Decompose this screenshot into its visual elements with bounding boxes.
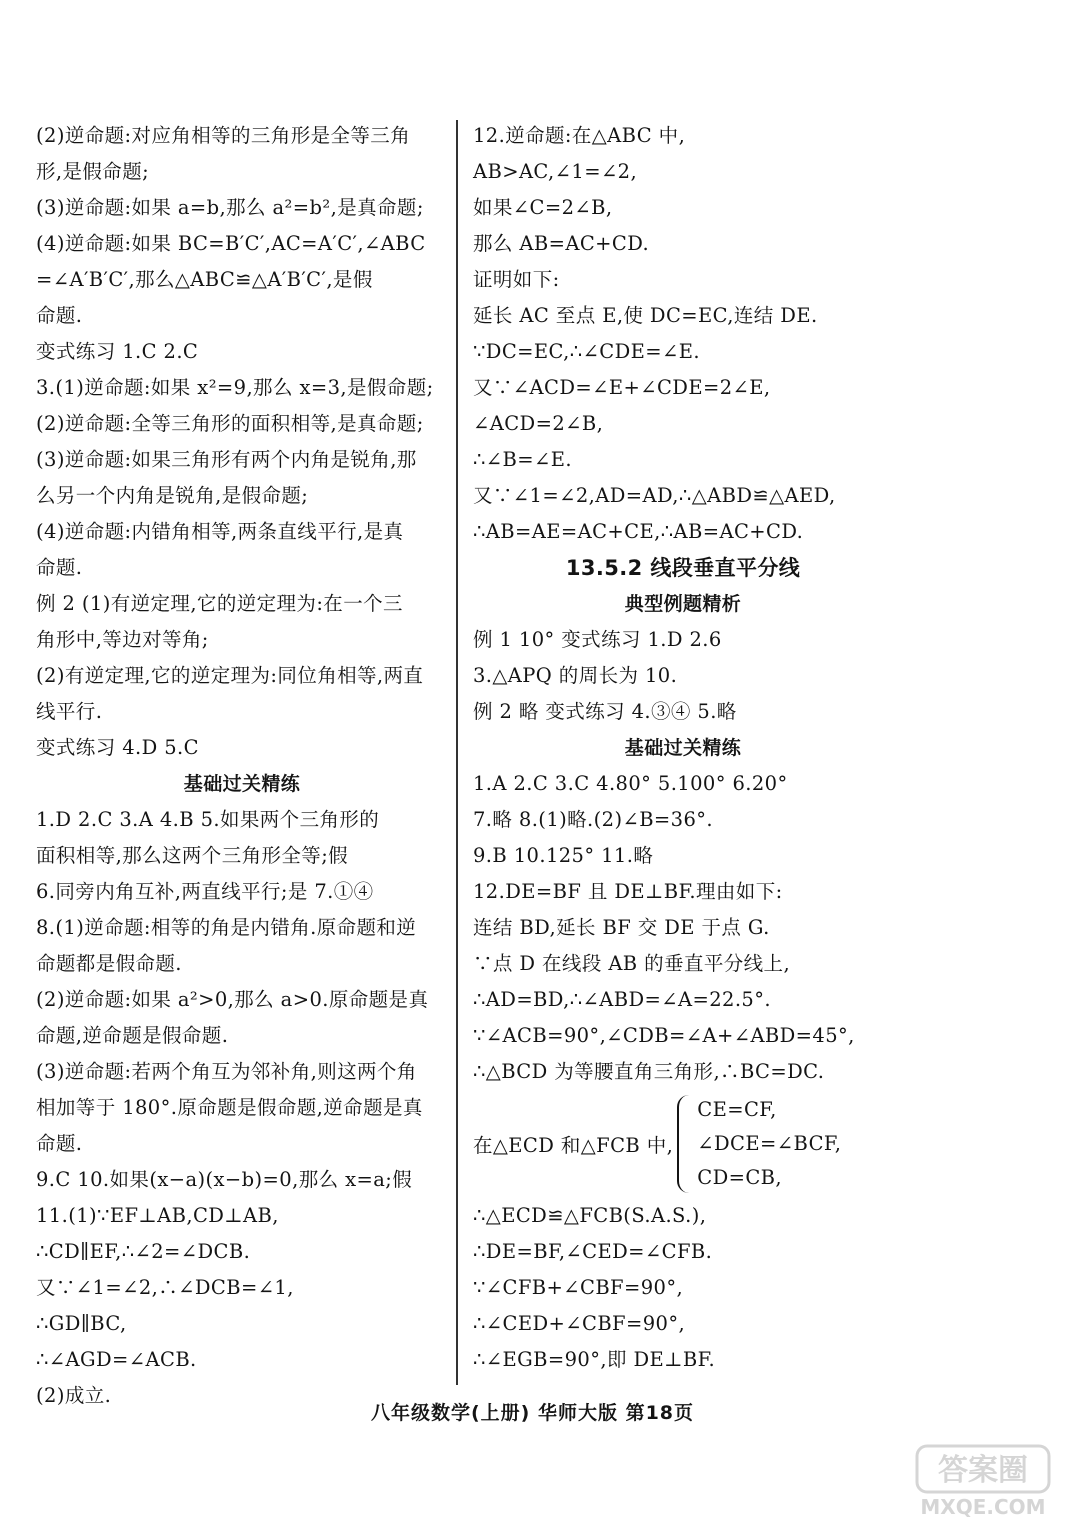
text-line: ∴AB=AE=AC+CE,∴AB=AC+CD.: [473, 520, 804, 543]
text-line: ∴GD∥BC,: [36, 1312, 127, 1335]
text-line: 又∵∠1=∠2,AD=AD,∴△ABD≌△AED,: [473, 484, 836, 507]
text-line: ∠ACD=2∠B,: [473, 412, 604, 435]
text-line: ∵∠CFB+∠CBF=90°,: [473, 1276, 684, 1299]
text-line: 例 2 略 变式练习 4.③④ 5.略: [473, 700, 737, 723]
text-line: 变式练习 1.C 2.C: [36, 340, 199, 363]
subheading: 基础过关精练: [183, 773, 301, 795]
left-brace: [677, 1095, 693, 1193]
system-line: CD=CB,: [697, 1166, 783, 1189]
text-line: 命题.: [36, 1132, 83, 1155]
text-line: 3.(1)逆命题:如果 x²=9,那么 x=3,是假命题;: [36, 376, 434, 399]
text-line: (3)逆命题:若两个角互为邻补角,则这两个角: [36, 1060, 417, 1083]
text-line: 相加等于 180°.原命题是假命题,逆命题是真: [36, 1096, 423, 1119]
text-line: (2)逆命题:全等三角形的面积相等,是真命题;: [36, 412, 424, 435]
text-line: ∴CD∥EF,∴∠2=∠DCB.: [36, 1240, 251, 1263]
text-line: 9.C 10.如果(x−a)(x−b)=0,那么 x=a;假: [36, 1168, 413, 1191]
section-title: 13.5.2 线段垂直平分线: [565, 556, 801, 580]
text-line: 12.逆命题:在△ABC 中,: [473, 124, 686, 147]
text-line: ∴△ECD≌△FCB(S.A.S.),: [473, 1204, 707, 1227]
text-line: ∴△BCD 为等腰直角三角形,∴BC=DC.: [473, 1060, 825, 1083]
text-line: ∴∠CED+∠CBF=90°,: [473, 1312, 686, 1335]
text-line: 12.DE=BF 且 DE⊥BF.理由如下:: [473, 880, 783, 903]
left-column: [36, 118, 448, 1414]
text-line: (4)逆命题:内错角相等,两条直线平行,是真: [36, 520, 404, 543]
text-line: 线平行.: [36, 700, 103, 723]
subheading: 典型例题精析: [624, 593, 742, 615]
text-line: 么另一个内角是锐角,是假命题;: [36, 484, 309, 507]
text-line: ∴∠B=∠E.: [473, 448, 572, 471]
text-line: ∵点 D 在线段 AB 的垂直平分线上,: [473, 952, 791, 975]
text-line: =∠A′B′C′,那么△ABC≌△A′B′C′,是假: [36, 268, 373, 291]
watermark-text: 答案圈: [938, 1453, 1028, 1488]
text-line: 3.△APQ 的周长为 10.: [473, 664, 678, 687]
text-line: ∴∠EGB=90°,即 DE⊥BF.: [473, 1348, 716, 1371]
text-line: 如果∠C=2∠B,: [473, 196, 613, 219]
subheading: 基础过关精练: [624, 737, 742, 759]
text-line: (4)逆命题:如果 BC=B′C′,AC=A′C′,∠ABC: [36, 232, 426, 255]
text-line: (2)成立.: [36, 1384, 112, 1407]
text-line: 命题.: [36, 304, 83, 327]
text-line: (2)逆命题:对应角相等的三角形是全等三角: [36, 124, 411, 147]
text-line: ∵∠ACB=90°,∠CDB=∠A+∠ABD=45°,: [473, 1024, 855, 1047]
text-line: 命题,逆命题是假命题.: [36, 1024, 229, 1047]
text-line: 1.D 2.C 3.A 4.B 5.如果两个三角形的: [36, 808, 380, 831]
text-line: 面积相等,那么这两个三角形全等;假: [36, 844, 349, 867]
text-line: 证明如下:: [473, 268, 560, 291]
column-divider: [456, 120, 458, 1385]
text-line: 1.A 2.C 3.C 4.80° 5.100° 6.20°: [473, 772, 788, 795]
watermark-domain: MXQE.COM: [920, 1495, 1046, 1519]
text-line: (2)有逆定理,它的逆定理为:同位角相等,两直: [36, 664, 424, 687]
text-line: 又∵∠ACD=∠E+∠CDE=2∠E,: [473, 376, 771, 399]
text-line: (3)逆命题:如果三角形有两个内角是锐角,那: [36, 448, 417, 471]
text-line: ∴∠AGD=∠ACB.: [36, 1348, 197, 1371]
text-line: 变式练习 4.D 5.C: [36, 736, 199, 759]
text-line: 那么 AB=AC+CD.: [473, 232, 650, 255]
text-line: ∴DE=BF,∠CED=∠CFB.: [473, 1240, 713, 1263]
text-line: 延长 AC 至点 E,使 DC=EC,连结 DE.: [473, 304, 818, 327]
text-line: (3)逆命题:如果 a=b,那么 a²=b²,是真命题;: [36, 196, 424, 219]
text-line: 7.略 8.(1)略.(2)∠B=36°.: [473, 808, 714, 831]
text-line: 例 2 (1)有逆定理,它的逆定理为:在一个三: [36, 592, 403, 615]
system-line: CE=CF,: [697, 1098, 777, 1121]
text-line: AB>AC,∠1=∠2,: [473, 160, 638, 183]
text-line: ∴AD=BD,∴∠ABD=∠A=22.5°.: [473, 988, 771, 1011]
text-line: 角形中,等边对等角;: [36, 628, 209, 651]
text-line: ∵DC=EC,∴∠CDE=∠E.: [473, 340, 701, 363]
text-line: 9.B 10.125° 11.略: [473, 844, 654, 867]
watermark-logo: [913, 1442, 1053, 1520]
text-line: 命题.: [36, 556, 83, 579]
text-line: 例 1 10° 变式练习 1.D 2.6: [473, 628, 722, 651]
text-line: 形,是假命题;: [36, 160, 150, 183]
text-line: (2)逆命题:如果 a²>0,那么 a>0.原命题是真: [36, 988, 429, 1011]
text-line: 8.(1)逆命题:相等的角是内错角.原命题和逆: [36, 916, 417, 939]
text-line: 又∵∠1=∠2,∴∠DCB=∠1,: [36, 1276, 294, 1299]
text-line: 6.同旁内角互补,两直线平行;是 7.①④: [36, 880, 374, 903]
system-prefix: 在△ECD 和△FCB 中,: [473, 1134, 674, 1157]
text-line: 连结 BD,延长 BF 交 DE 于点 G.: [473, 916, 770, 939]
equation-system: [473, 1090, 893, 1198]
text-line: 命题都是假命题.: [36, 952, 182, 975]
text-line: 11.(1)∵EF⊥AB,CD⊥AB,: [36, 1204, 279, 1227]
page-footer: 八年级数学(上册) 华师大版 第18页: [370, 1402, 695, 1424]
right-column: [473, 118, 893, 1378]
system-line: ∠DCE=∠BCF,: [697, 1132, 842, 1155]
